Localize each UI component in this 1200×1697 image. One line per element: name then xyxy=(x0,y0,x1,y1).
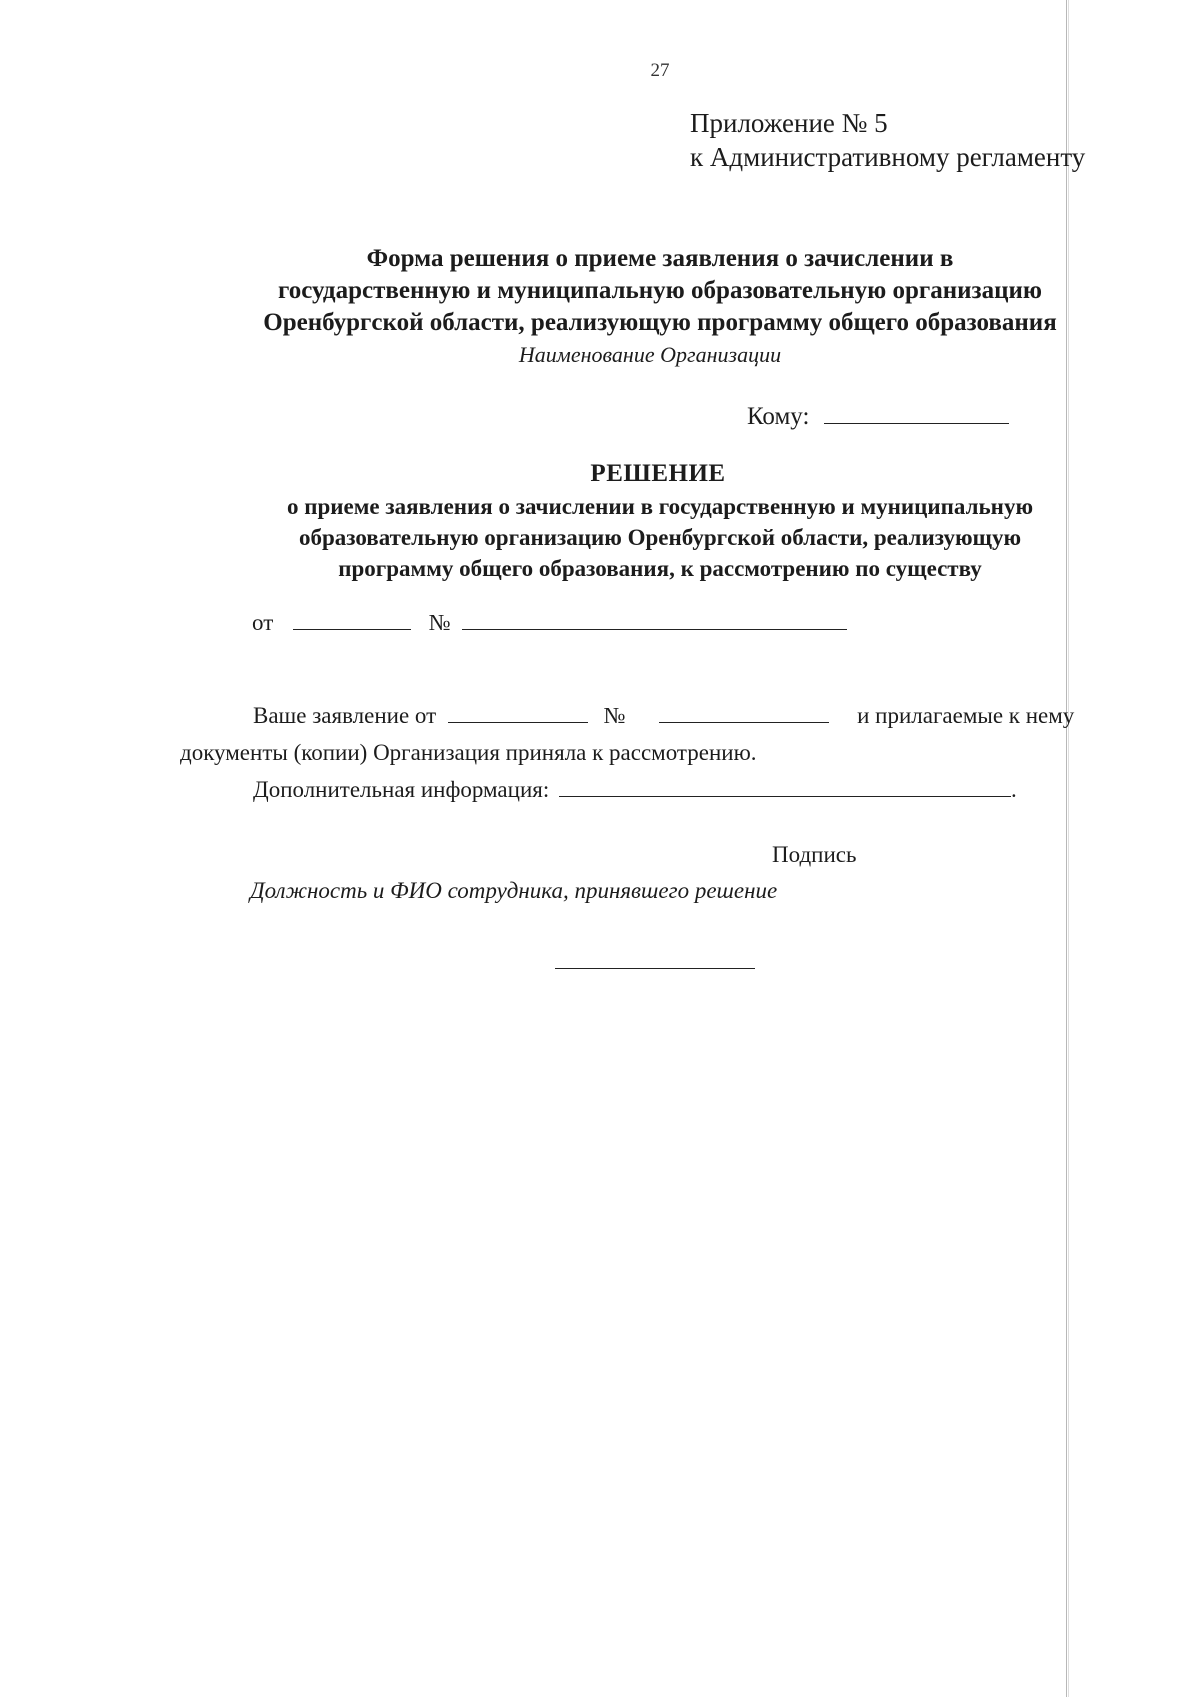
decision-date-blank[interactable] xyxy=(293,629,411,630)
page-number: 27 xyxy=(650,60,670,81)
form-title-line-2: государственную и муниципальную образовательную организацию xyxy=(278,277,1042,304)
recipient-blank-field[interactable] xyxy=(824,423,1009,424)
number-label: № xyxy=(428,610,451,635)
recipient-label: Кому: xyxy=(747,403,810,430)
organization-name-placeholder: Наименование Организации xyxy=(518,342,782,367)
form-title-line-3: Оренбургской области, реализующую программу общего образования xyxy=(263,309,1057,336)
signature-rule xyxy=(555,968,755,969)
decision-number-blank[interactable] xyxy=(462,629,847,630)
documents-accepted-text: документы (копии) Организация приняла к рассмотрению. xyxy=(180,740,757,765)
decision-subtitle-line-1: о приеме заявления о зачислении в государственную и муниципальную xyxy=(286,494,1034,519)
signer-position-placeholder: Должность и ФИО сотрудника, принявшего решение xyxy=(250,878,778,903)
form-title-line-1: Форма решения о приеме заявления о зачислении в xyxy=(366,245,954,272)
appendix-number: Приложение № 5 xyxy=(690,108,888,138)
decision-date-number-line xyxy=(252,610,847,636)
additional-info-line xyxy=(253,777,1017,803)
additional-info-label: Дополнительная информация: xyxy=(253,777,550,802)
decision-subtitle-line-2: образовательную организацию Оренбургской области, реализующую xyxy=(298,525,1022,550)
application-from-label: Ваше заявление от xyxy=(253,703,437,728)
additional-info-period: . xyxy=(1010,777,1017,802)
decision-title: РЕШЕНИЕ xyxy=(590,460,726,487)
decision-subtitle-line-3: программу общего образования, к рассмотрению по существу xyxy=(338,556,982,581)
signature-label: Подпись xyxy=(772,842,857,867)
application-number-blank[interactable] xyxy=(659,722,829,723)
attached-documents-label: и прилагаемые к нему xyxy=(857,703,1075,728)
application-date-blank[interactable] xyxy=(448,722,588,723)
recipient-line xyxy=(747,403,1009,431)
additional-info-blank[interactable] xyxy=(559,796,1011,797)
application-number-label: № xyxy=(603,703,626,728)
appendix-reference: к Административному регламенту xyxy=(690,142,1086,172)
date-label: от xyxy=(252,610,274,635)
application-line xyxy=(253,703,1074,729)
